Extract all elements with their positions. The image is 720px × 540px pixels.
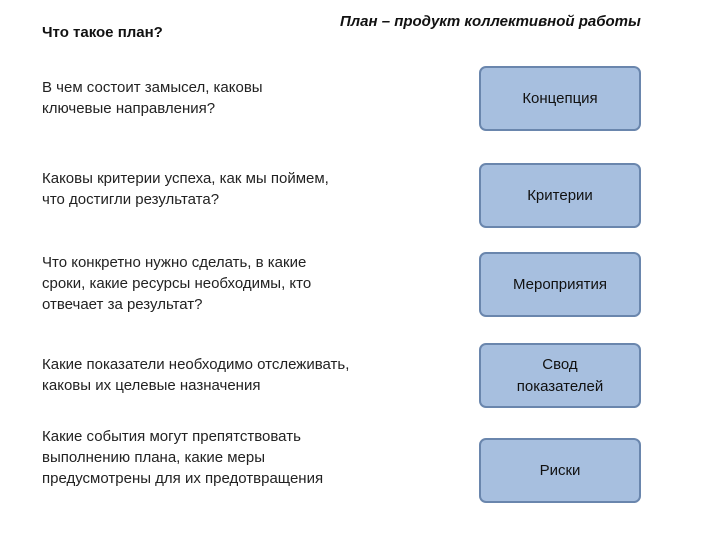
question-criteria: Каковы критерии успеха, как мы поймем, что достигли результата? bbox=[42, 170, 329, 208]
question-concept: В чем состоит замысел, каковы ключевые направления? bbox=[42, 79, 263, 117]
heading-plan-collective-work: План – продукт коллективной работы bbox=[340, 13, 641, 30]
question-activities: Что конкретно нужно сделать, в какие сроки, какие ресурсы необходимы, кто отвечает за результат? bbox=[42, 254, 312, 313]
question-risks: Какие события могут препятствовать выполнению плана, какие меры предусмотрены для их предотвращения bbox=[42, 428, 324, 487]
box-activities: Мероприятия bbox=[479, 252, 641, 317]
question-indicators: Какие показатели необходимо отслеживать, каковы их целевые назначения bbox=[42, 356, 350, 394]
box-concept: Концепция bbox=[479, 66, 641, 131]
heading-what-is-plan: Что такое план? bbox=[42, 24, 163, 41]
box-risks: Риски bbox=[479, 438, 641, 503]
box-indicators: Свод показателей bbox=[479, 343, 641, 408]
box-criteria: Критерии bbox=[479, 163, 641, 228]
